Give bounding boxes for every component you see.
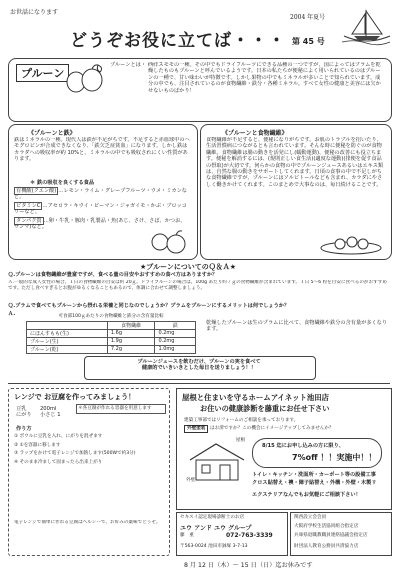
table-row: プルーン(乾) 7.2g 1.0mg	[27, 345, 196, 353]
table-row: にほんすもも(生) 1.6g 0.2mg	[27, 329, 196, 337]
company-tel: 072-763-3339	[226, 532, 273, 539]
issue-number: 第 45 号	[292, 37, 325, 46]
qa-answer-2-text: 乾燥したプルーンは生のプラムに比べて、食物繊維や鉄分の含有量が多くなります。	[206, 320, 388, 333]
company-line-1: セキスイ認定現場診断士のお店	[180, 515, 245, 520]
recipe-footer: 電子レンジで簡単に作れる豆腐はヘルシーで、お好みの薬味でどうぞ。	[14, 520, 161, 525]
company-person: 藤 重	[180, 533, 194, 538]
sailboat-icon	[340, 6, 392, 50]
fruit-illustration-icon	[150, 226, 190, 254]
iron-food-list	[14, 188, 190, 230]
comparison-table	[26, 321, 196, 354]
recipe-title: レンジで お豆腐を作ってみましょう！	[14, 393, 136, 401]
label-roof: 屋根	[236, 438, 246, 443]
iron-title: 《プルーンと鉄》	[28, 130, 76, 137]
ad-subtitle: お住いの健康診断を藤重にお任せ下さい	[200, 404, 330, 413]
recipe-ingredients: 豆乳 200ml にがり 小さじ 1	[16, 406, 61, 419]
qa-answer-1: Ａ.一般的な成人女性の場合、１日の食物繊維の目安は約 20ｇ。ドライプルーンの場合は、100g あたり約７ｇの食物繊維が含まれています。１日 5〜6 粒を目安に食べるのがおすすめです。ただし食べすぎるとお腹がゆるくなることもあるので、体調に合わせて調整しましょう。	[8, 280, 387, 291]
holiday-notice: 8 月 12 日（木）〜 15 日（日）迄お休みです	[184, 562, 313, 569]
divider	[8, 383, 390, 384]
company-address: 〒563-0024 池田市鉢塚 3-7-13	[180, 544, 248, 549]
affiliation-4: 財団法人教育公務員共済協力店	[294, 544, 359, 549]
services-line-3: エクステリアなんでもお気軽にご相談下さい！	[252, 492, 361, 498]
fiber-text: 食物繊維が不足すると、便秘になりがちです。お肌のトラブルを招いたり、生活習慣病につながるとも言われています。そんな時に便秘を防ぐのが食物繊維。食物繊維は腸の動きを活発にし(蠕動運動)、便秘の改善にも役立ちます。便秘を解消するには、(規則正しい食生活)(適度な運動)(排便を促す食品の摂取)が大切です。何らかの食物の中でプルーンジュースあるいはエキス類は、自然な腸の動きをサポートしてくれます。日頃の食事の中で不足しがちな食物繊維ですが、プルーンにはソルビトールなども含まれ、カラダにやさしく働きかけてくれます。このまとめで大事なのは、毎日続けることです。	[206, 137, 384, 188]
header	[8, 4, 392, 56]
recipe-steps-title: 作り方	[16, 426, 32, 432]
label-wall: 外壁	[186, 478, 196, 483]
year-issue: 2004 年夏号	[290, 14, 326, 21]
page-title: どうぞお役に立てば・・・	[70, 31, 286, 51]
iron-text: 鉄はミネラルの一種。現代人は鉄が不足がちです。不足すると赤血球中のヘモグロビンが合成できなくなり、「鉄欠乏症貧血」になります。しかし鉄はカラダへの吸収率が約 10%と、ミネラルの中でも吸収されにくい性質があります。	[14, 137, 190, 163]
affiliation-3: 兵庫県退職教職員連絡協議会指定店	[294, 533, 368, 538]
table-row: プルーン(生) 1.9g 0.2mg	[27, 337, 196, 345]
affiliation-2: 大阪府学校生活協同組合指定店	[294, 524, 359, 529]
recipe-steps	[14, 434, 162, 465]
prune-label: プルーン	[16, 64, 69, 82]
greeting: お世話になります	[10, 9, 59, 16]
list-item: タンパク質 …卵・牛乳・豚肉・乳製品・魚(あじ、さけ、さば、かつお、サンマ)など。	[14, 217, 186, 231]
affiliation-1: 関西設立会会員	[294, 515, 327, 520]
services-line-1: トイレ・キッチン・洗面所・カーポート等の設備工事	[252, 472, 376, 478]
dish-illustration-icon	[318, 232, 384, 256]
prune-intro-text: 西洋スモモの一種。その中でもドライフルーツにできる品種の一つですが、国によってはプラムを乾燥したものもプルーンと呼んでいるようです。日本の私たちが便秘によく用いられているのはプルーンの一種で、甘い味わいが特徴です。しかし果物の中でもミネラルが多いことで知られています。成分の中でも、注目されているのが食物繊維・鉄分・各種ミネラル。すべて女性の健康と美容には欠かせないものばかり！	[148, 62, 381, 94]
prune-lead: プルーンとは・・・	[110, 62, 157, 68]
qa-question-1: Ｑ.プルーンは食物繊維が豊富ですが、食べる量の目安やおすすめの食べ方はありますか？	[8, 272, 218, 278]
qa-answer-2-label: Ａ.	[8, 311, 16, 317]
fiber-title: 《プルーンと食物繊維》	[222, 130, 288, 137]
list-item: 有機酸(クエン酸) …レモン・ライム・グレープフルーツ・ウメ・ミカンなど。	[14, 188, 187, 201]
house-illustration-icon	[186, 438, 248, 484]
table-caption: 可食部100ｇあたりの食物繊維と鉄分の含有量比較	[58, 314, 164, 319]
offer-line-2: 7%off ！！実施中！！	[292, 453, 377, 462]
ad-badge: 外壁塗装	[184, 425, 208, 433]
nutrition-table	[26, 314, 196, 354]
ad-lead: 建築工事部ではリフォームのご相談を承っております。	[184, 418, 299, 423]
list-item: ③ ラップをかけて電子レンジで加熱します(500Wで約3分)	[14, 451, 136, 457]
qa-question-2: Ｑ.プラムで食べてもプルーンから摂れる栄養と同じなのでしょうか？プラムをプルーンにするメリットは何でしょうか？	[8, 303, 290, 309]
offer-line-1: 8/15 迄にお申し込みの方に限り、	[262, 443, 344, 449]
recipe-note: ＊各豆腐が作れる容器を用意します	[76, 404, 166, 414]
iron-sub-heading: ＊ 鉄の吸収を良くする食品	[30, 180, 95, 186]
qa-heading: ★プルーンについてのＱ＆Ａ★	[140, 263, 236, 271]
list-item: ④ そのまま冷まして固まったら出来上がり	[14, 459, 103, 465]
prune-fruit-icon	[64, 62, 108, 94]
table-header-row: 食物繊維 鉄	[27, 321, 196, 329]
list-item: ① ボウルに豆乳を入れ、にがりを混ぜます	[14, 434, 103, 439]
services-line-2: クロス貼替え・襖・障子貼替え・外構・外壁・木製リ	[252, 480, 377, 486]
company-name: ユウ アンド ユウ グループ	[180, 525, 252, 532]
juice-banner-text: プルーンジュースを飲むだけ、プルーンの実を食べて 健康的でいきいきとした毎日を送りましょう！！	[137, 359, 261, 372]
list-item: ビタミンC …アセロラ・キウイ・ピーマン・ジャガイモ・かぶ・ブロッコリーなど。	[14, 202, 187, 216]
ad-lead-2: はお済ですか？この機会にイメージアップしてみませんか？	[210, 426, 334, 431]
ad-title: 屋根と住まいを守るホームアイネット池田店	[182, 393, 330, 402]
list-item: ② ①を容器に移します	[14, 442, 61, 448]
